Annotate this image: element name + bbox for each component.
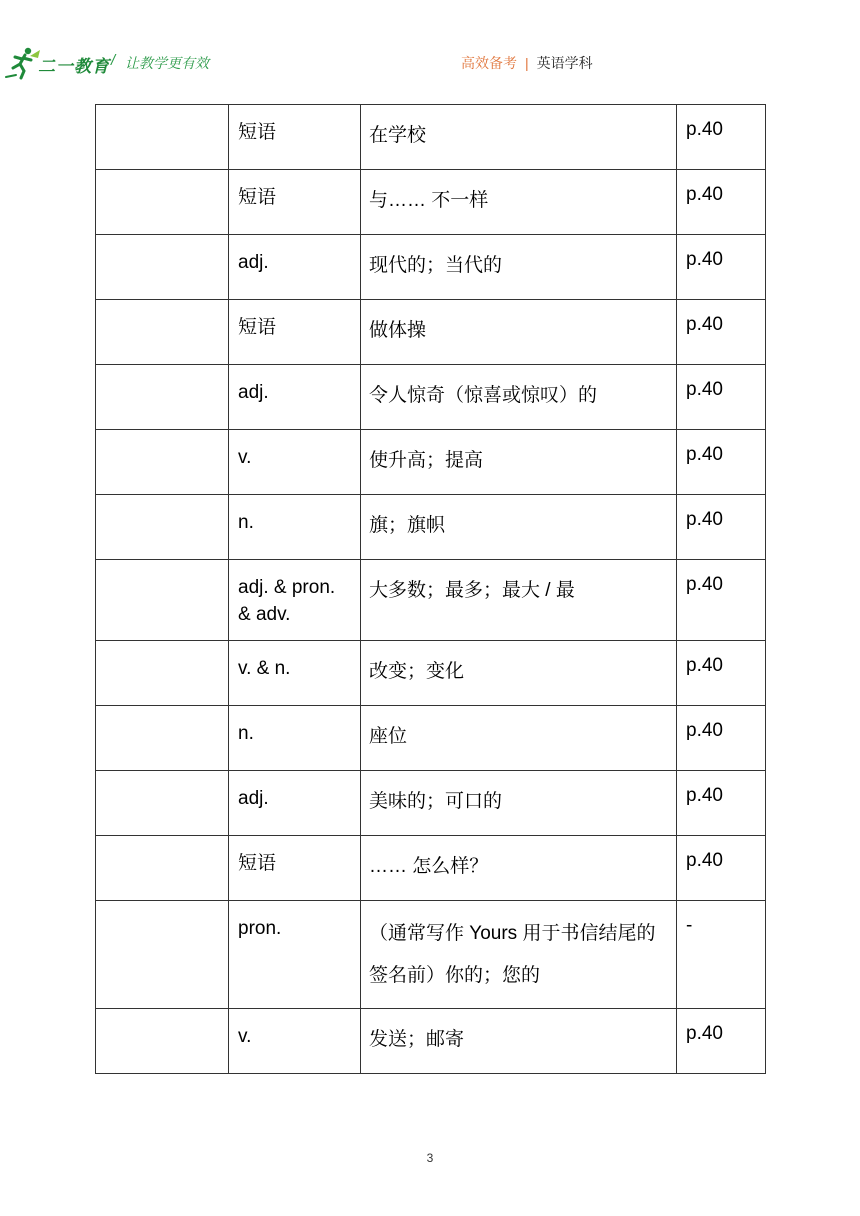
- meaning-cell: [361, 560, 677, 641]
- meaning-cell: [361, 235, 677, 300]
- meaning-text: 做体操: [369, 320, 427, 341]
- page-number: 3: [426, 1151, 434, 1165]
- table-row: [96, 706, 766, 771]
- meaning-text: 座位: [369, 726, 408, 747]
- meaning-cell: [361, 495, 677, 560]
- pos-cell: v.: [229, 430, 361, 495]
- pos-cell: adj. & pron. & adv.: [229, 560, 361, 641]
- meaning-cell: （通常写作 Yours 用于书信结尾的签名前）你的；您的: [361, 901, 677, 1009]
- pos-cell: n.: [229, 706, 361, 771]
- pos-cell: adj.: [229, 235, 361, 300]
- word-cell: [96, 105, 229, 170]
- table-row: [96, 836, 766, 901]
- meaning-cell: [361, 300, 677, 365]
- meaning-cell: [361, 365, 677, 430]
- table-row: [96, 641, 766, 706]
- table-row: [96, 300, 766, 365]
- pos-cell: adj.: [229, 365, 361, 430]
- page-cell: p.40: [677, 1009, 766, 1074]
- brand-divider: /: [111, 52, 116, 69]
- page-cell: p.40: [677, 495, 766, 560]
- page-header: [0, 0, 860, 90]
- pos-cell: pron.: [229, 901, 361, 1009]
- page-cell: p.40: [677, 235, 766, 300]
- pos-cell: 短语: [229, 105, 361, 170]
- meaning-text: 发送；邮寄: [369, 1029, 465, 1050]
- page-cell: p.40: [677, 300, 766, 365]
- pos-cell: n.: [229, 495, 361, 560]
- page-cell: p.40: [677, 560, 766, 641]
- header-subject: [461, 53, 593, 73]
- page-cell: p.40: [677, 641, 766, 706]
- word-cell: [96, 300, 229, 365]
- meaning-cell: [361, 706, 677, 771]
- vocabulary-table: [95, 104, 766, 1074]
- table-row: [96, 560, 766, 641]
- pos-cell: 短语: [229, 836, 361, 901]
- meaning-cell: [361, 430, 677, 495]
- word-cell: [96, 495, 229, 560]
- word-cell: [96, 836, 229, 901]
- word-cell: [96, 771, 229, 836]
- word-cell: [96, 706, 229, 771]
- header-separator: |: [525, 55, 529, 71]
- brand-name: 二一教育: [38, 57, 110, 76]
- pos-cell: 短语: [229, 300, 361, 365]
- page-cell: -: [677, 901, 766, 1009]
- meaning-cell: [361, 771, 677, 836]
- meaning-text: 令人惊奇（惊喜或惊叹）的: [369, 385, 598, 406]
- meaning-text: …… 怎么样？: [369, 856, 489, 877]
- meaning-cell: [361, 641, 677, 706]
- meaning-text: 旗；旗帜: [369, 515, 446, 536]
- page-cell: p.40: [677, 105, 766, 170]
- word-cell: [96, 1009, 229, 1074]
- meaning-text: 美味的；可口的: [369, 791, 503, 812]
- table-row: [96, 430, 766, 495]
- meaning-cell: [361, 170, 677, 235]
- table-row: [96, 771, 766, 836]
- meaning-text: 改变；变化: [369, 661, 465, 682]
- meaning-text: 大多数；最多；最大 / 最: [369, 580, 575, 601]
- table-row: [96, 170, 766, 235]
- table-row: [96, 901, 766, 1009]
- page-cell: p.40: [677, 365, 766, 430]
- header-category: 高效备考: [461, 55, 517, 71]
- brand-slogan: 让教学更有效: [125, 55, 209, 71]
- word-cell: [96, 430, 229, 495]
- meaning-text: 使升高；提高: [369, 450, 484, 471]
- word-cell: [96, 365, 229, 430]
- table-row: [96, 105, 766, 170]
- page-cell: p.40: [677, 836, 766, 901]
- page-cell: p.40: [677, 771, 766, 836]
- meaning-text: 现代的；当代的: [369, 255, 503, 276]
- table-row: [96, 235, 766, 300]
- page-cell: p.40: [677, 170, 766, 235]
- meaning-text: 与…… 不一样: [369, 190, 489, 211]
- page-cell: p.40: [677, 430, 766, 495]
- pos-cell: v. & n.: [229, 641, 361, 706]
- word-cell: [96, 641, 229, 706]
- meaning-text: 在学校: [369, 125, 427, 146]
- page-cell: p.40: [677, 706, 766, 771]
- pos-cell: adj.: [229, 771, 361, 836]
- word-cell: [96, 901, 229, 1009]
- table-row: [96, 1009, 766, 1074]
- meaning-cell: [361, 836, 677, 901]
- table-row: [96, 495, 766, 560]
- meaning-cell: [361, 105, 677, 170]
- meaning-cell: [361, 1009, 677, 1074]
- pos-cell: v.: [229, 1009, 361, 1074]
- table-row: [96, 365, 766, 430]
- word-cell: [96, 170, 229, 235]
- header-subject-name: 英语学科: [536, 55, 593, 71]
- word-cell: [96, 560, 229, 641]
- word-cell: [96, 235, 229, 300]
- pos-cell: 短语: [229, 170, 361, 235]
